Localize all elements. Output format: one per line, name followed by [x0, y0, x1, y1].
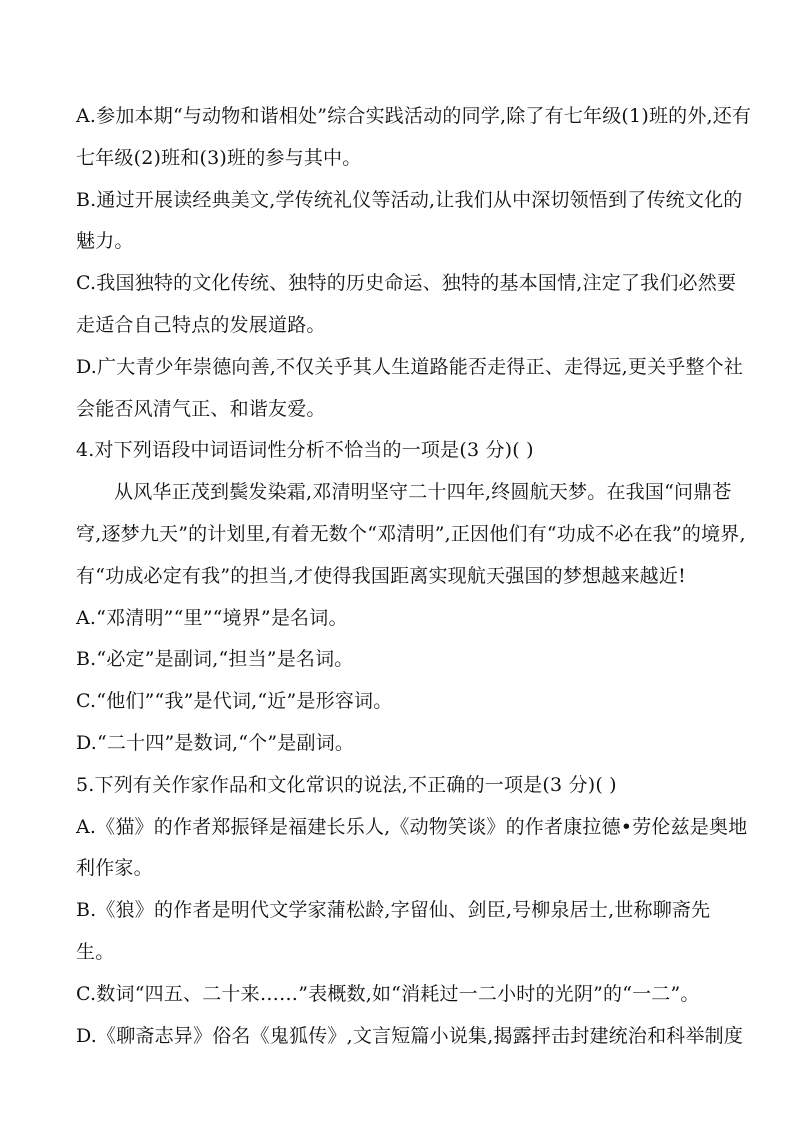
- passage-line-3: 有“功成必定有我”的担当,才使得我国距离实现航天强国的梦想越来越近!: [76, 564, 686, 587]
- question-4-stem: 4.对下列语段中词语词性分析不恰当的一项是(3 分)( ): [76, 439, 534, 462]
- option-5b-line-2: 生。: [76, 940, 115, 963]
- option-4a: A.“邓清明”“里”“境界”是名词。: [76, 606, 348, 629]
- passage-line-1: 从风华正茂到鬓发染霜,邓清明坚守二十四年,终圆航天梦。在我国“问鼎苍: [114, 481, 732, 504]
- option-4c: C.“他们”“我”是代词,“近”是形容词。: [76, 690, 393, 713]
- option-3a-line-2: 七年级(2)班和(3)班的参与其中。: [76, 146, 362, 169]
- option-4b: B.“必定”是副词,“担当”是名词。: [76, 648, 354, 671]
- option-3d-line-1: D.广大青少年崇德向善,不仅关乎其人生道路能否走得正、走得远,更关乎整个社: [76, 355, 744, 378]
- option-5a-line-1: A.《猫》的作者郑振铎是福建长乐人,《动物笑谈》的作者康拉德•劳伦兹是奥地: [76, 815, 748, 838]
- option-5c: C.数词“四五、二十来……”表概数,如“消耗过一二小时的光阴”的“一二”。: [76, 982, 700, 1005]
- question-5-stem: 5.下列有关作家作品和文化常识的说法,不正确的一项是(3 分)( ): [76, 773, 617, 796]
- option-5d-line-1: D.《聊斋志异》俗名《鬼狐传》,文言短篇小说集,揭露抨击封建统治和科举制度: [76, 1024, 744, 1047]
- document-page: [76, 96, 752, 1057]
- option-3c-line-2: 走适合自己特点的发展道路。: [76, 313, 326, 336]
- option-3a-line-1: A.参加本期“与动物和谐相处”综合实践活动的同学,除了有七年级(1)班的外,还有: [76, 105, 752, 127]
- option-3c-line-1: C.我国独特的文化传统、独特的历史命运、独特的基本国情,注定了我们必然要: [76, 272, 737, 295]
- option-4d: D.“二十四”是数词,“个”是副词。: [76, 731, 355, 754]
- option-3b-line-1: B.通过开展读经典美文,学传统礼仪等活动,让我们从中深切领悟到了传统文化的: [76, 188, 743, 211]
- passage-line-2: 穹,逐梦九天”的计划里,有着无数个“邓清明”,正因他们有“功成不必在我”的境界,: [76, 522, 746, 545]
- option-3b-line-2: 魅力。: [76, 230, 134, 253]
- option-5b-line-1: B.《狼》的作者是明代文学家蒲松龄,字留仙、剑臣,号柳泉居士,世称聊斋先: [76, 899, 711, 922]
- option-3d-line-2: 会能否风清气正、和谐友爱。: [76, 397, 326, 420]
- option-5a-line-2: 利作家。: [76, 857, 153, 880]
